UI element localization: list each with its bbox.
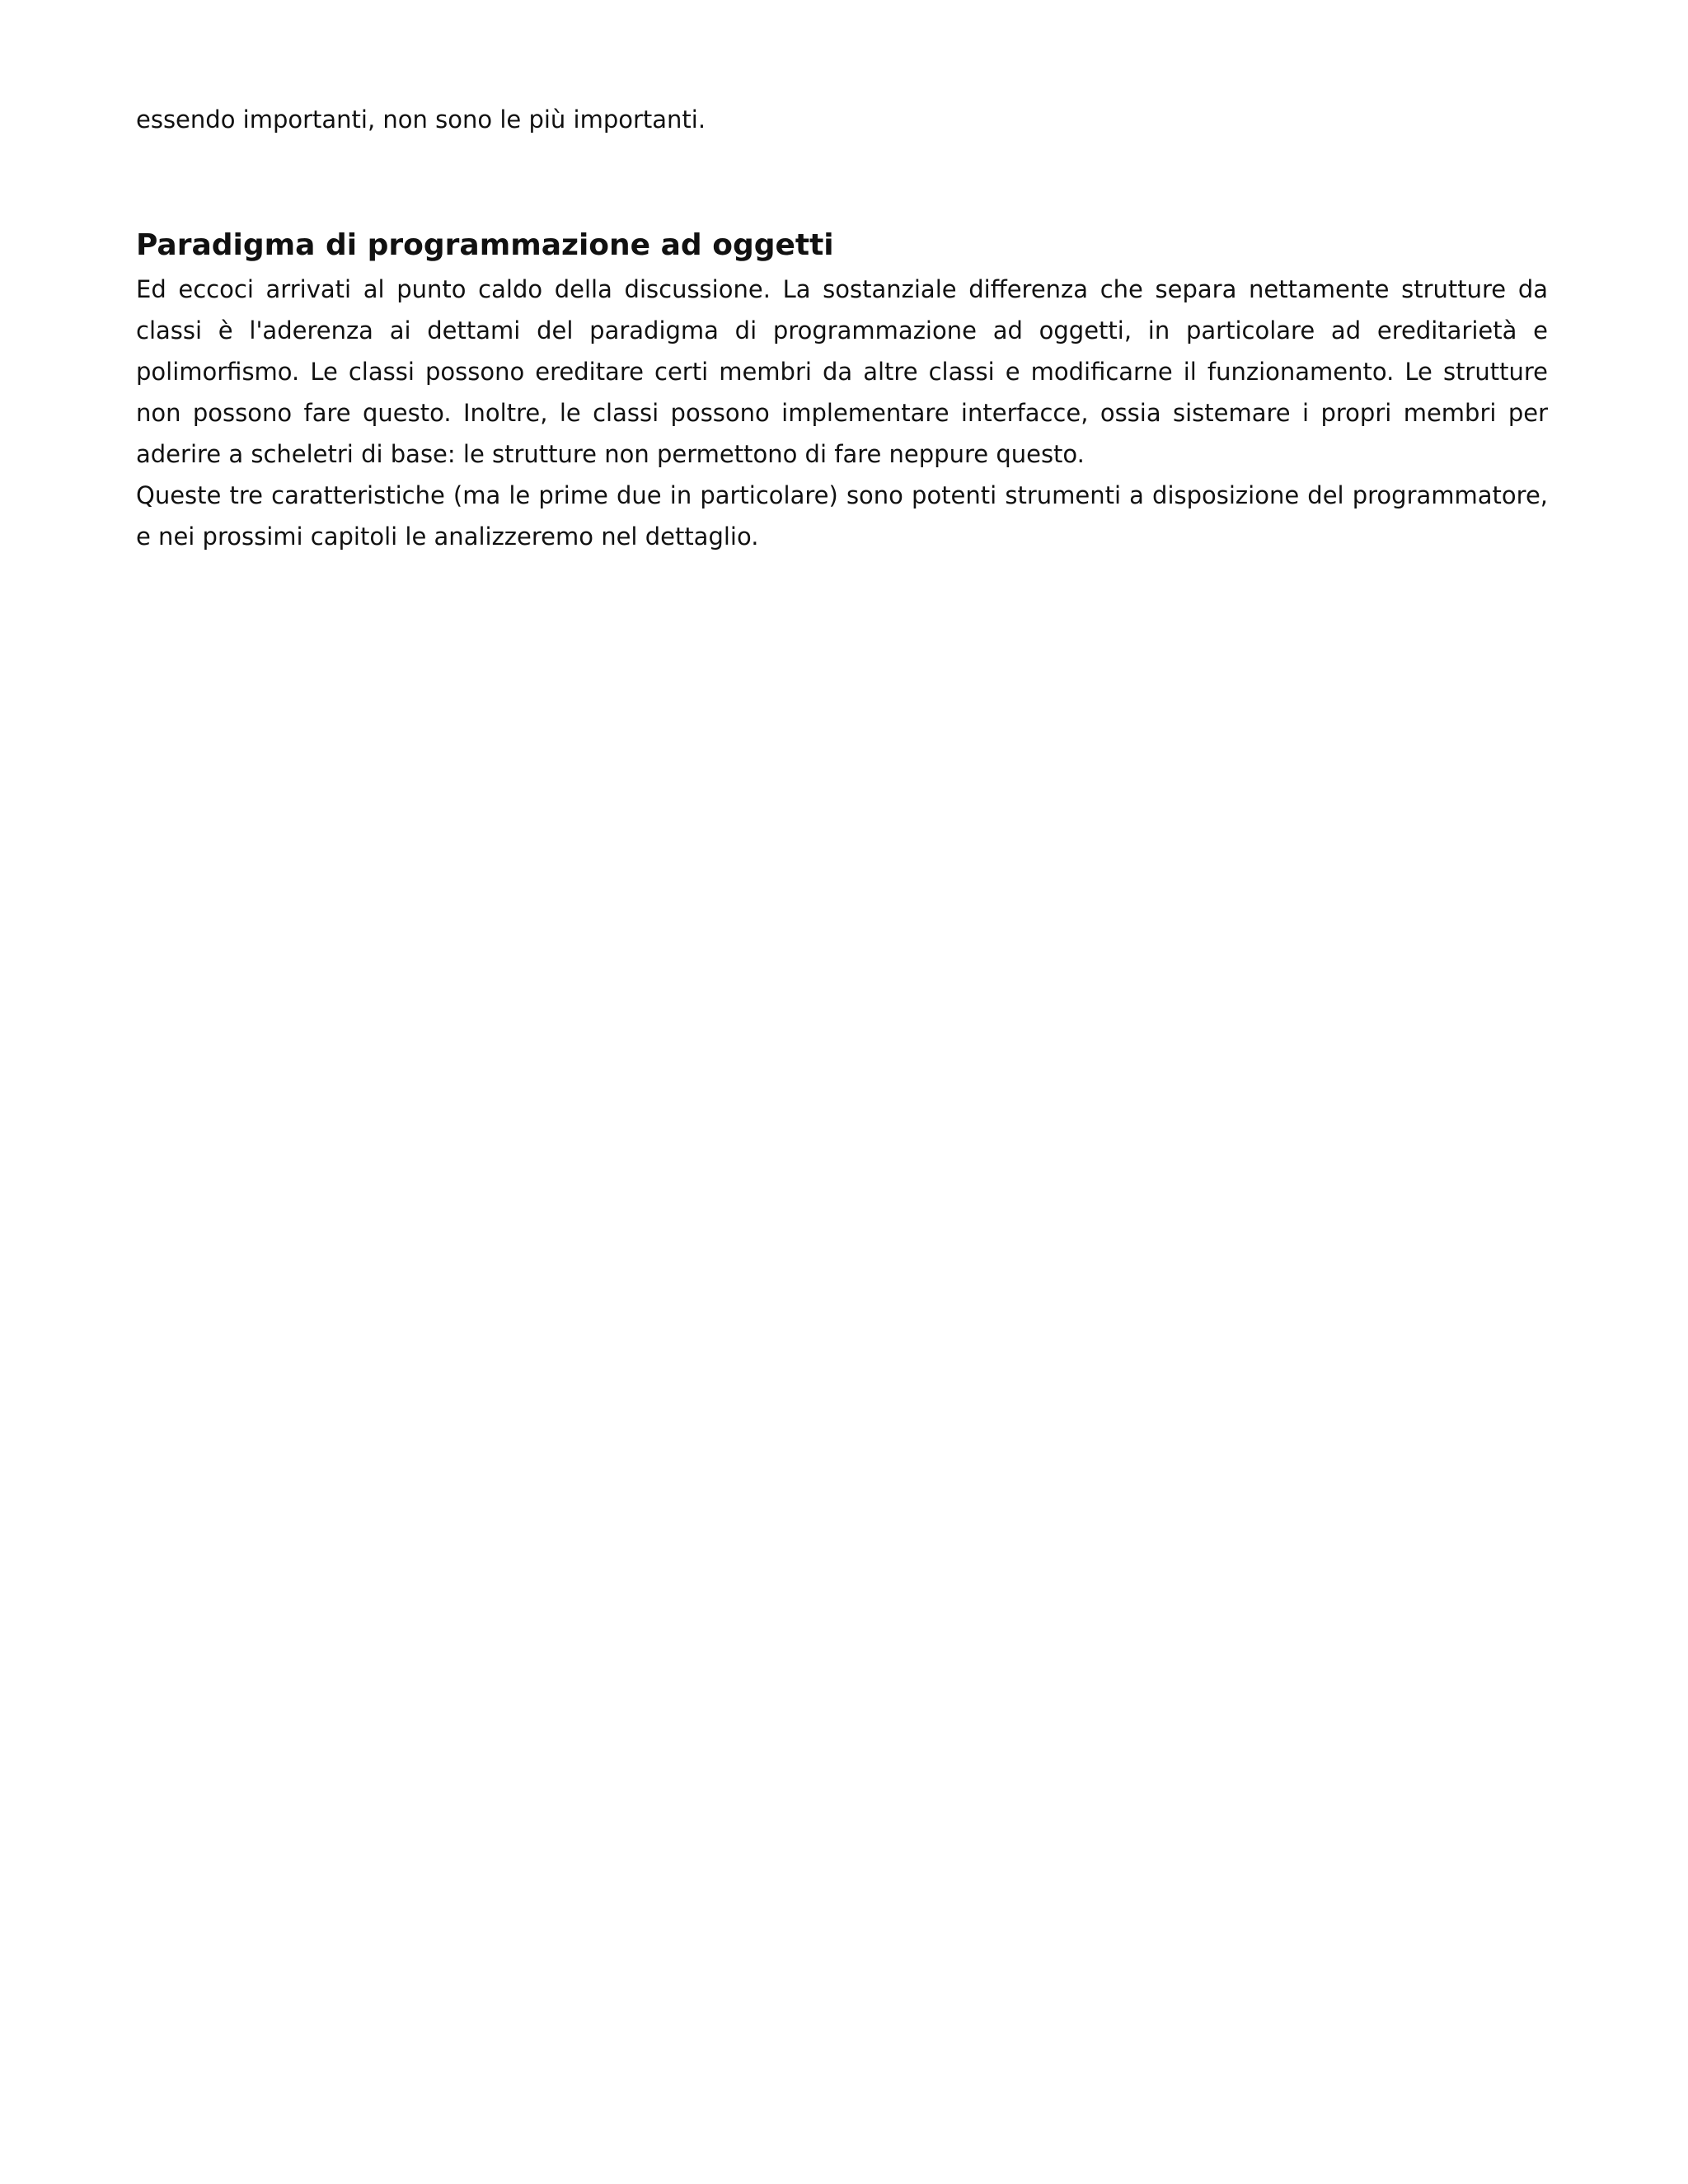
intro-line: essendo importanti, non sono le più importanti. [136,105,706,134]
body-paragraph-1: Ed eccoci arrivati al punto caldo della discussione. La sostanziale differenza che separa nettamente strutture da classi è l'aderenza ai dettami del paradigma di programmazione ad oggetti, in particolare ad ereditarietà e polimorfismo. Le classi possono ereditare certi membri da altre classi e modificarne il funzionamento. Le strutture non possono fare questo. Inoltre, le classi possono implementare interfacce, ossia sistemare i propri membri per aderire a scheletri di base: le strutture non permettono di fare neppure questo. [136,275,1548,468]
section-heading: Paradigma di programmazione ad oggetti [136,228,834,262]
body-paragraph-2: Queste tre caratteristiche (ma le prime due in particolare) sono potenti strumenti a disposizione del programmatore, e nei prossimi capitoli le analizzeremo nel dettaglio. [136,481,1548,551]
